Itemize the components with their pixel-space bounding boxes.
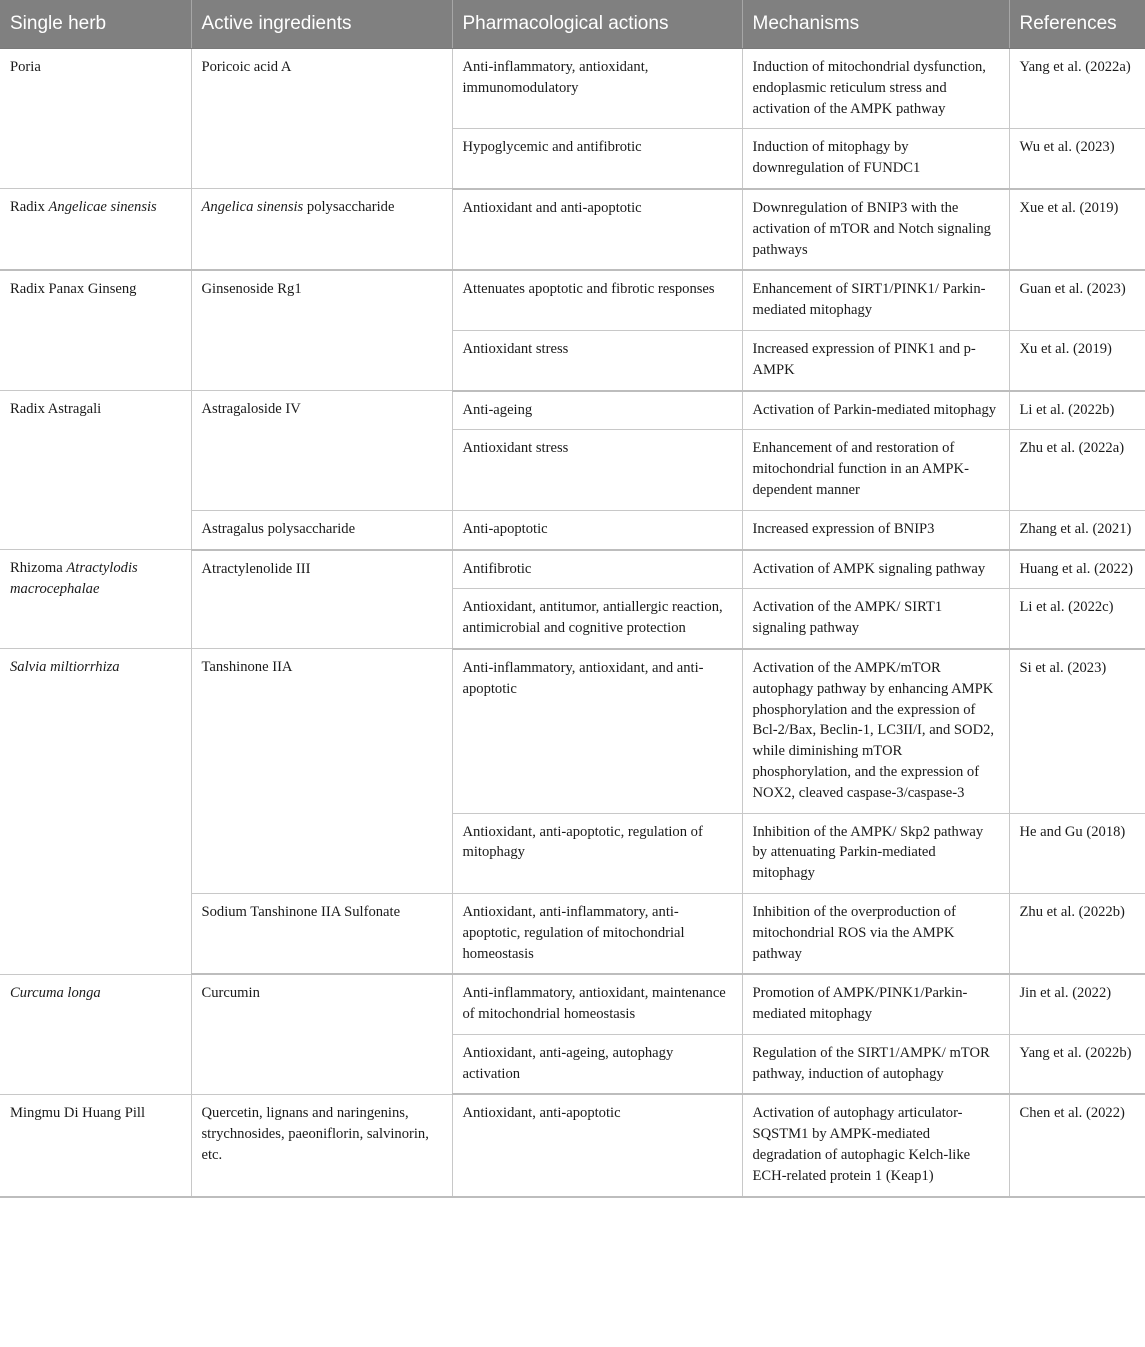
herb-cell: Mingmu Di Huang Pill bbox=[0, 1094, 191, 1196]
herb-cell bbox=[0, 974, 191, 1094]
header-references: References bbox=[1009, 0, 1145, 49]
ingredient-cell: Astragalus polysaccharide bbox=[191, 510, 452, 549]
action-cell: Anti-inflammatory, antioxidant, immunomodulatory bbox=[452, 49, 742, 129]
reference-cell: Wu et al. (2023) bbox=[1009, 129, 1145, 189]
action-cell: Attenuates apoptotic and fibrotic responses bbox=[452, 270, 742, 330]
action-cell: Antioxidant, anti-apoptotic, regulation of mitophagy bbox=[452, 813, 742, 893]
mechanism-cell: Regulation of the SIRT1/AMPK/ mTOR pathway, induction of autophagy bbox=[742, 1034, 1009, 1094]
mechanism-cell: Activation of AMPK signaling pathway bbox=[742, 550, 1009, 589]
ingredient-cell: Astragaloside IV bbox=[191, 391, 452, 511]
ingredient-cell: Curcumin bbox=[191, 974, 452, 1094]
action-cell: Anti-apoptotic bbox=[452, 510, 742, 549]
table-row bbox=[0, 974, 1145, 1034]
header-pharmacological-actions: Pharmacological actions bbox=[452, 0, 742, 49]
mechanism-cell: Increased expression of BNIP3 bbox=[742, 510, 1009, 549]
herb-cell bbox=[0, 649, 191, 974]
ingredient-cell: Atractylenolide III bbox=[191, 550, 452, 649]
header-row bbox=[0, 0, 1145, 49]
reference-cell: Jin et al. (2022) bbox=[1009, 974, 1145, 1034]
table-row bbox=[0, 1094, 1145, 1196]
mechanism-cell: Enhancement of SIRT1/PINK1/ Parkin-mediated mitophagy bbox=[742, 270, 1009, 330]
reference-cell: Chen et al. (2022) bbox=[1009, 1094, 1145, 1196]
ingredient-suffix: polysaccharide bbox=[303, 199, 395, 216]
ingredient-italic: Angelica sinensis bbox=[201, 199, 304, 216]
mechanism-cell: Inhibition of the overproduction of mitochondrial ROS via the AMPK pathway bbox=[742, 893, 1009, 974]
herb-prefix: Radix bbox=[10, 199, 49, 216]
reference-cell: He and Gu (2018) bbox=[1009, 813, 1145, 893]
table-row bbox=[0, 270, 1145, 330]
table-row bbox=[0, 649, 1145, 813]
herb-italic: Curcuma longa bbox=[10, 984, 101, 1001]
reference-cell: Huang et al. (2022) bbox=[1009, 550, 1145, 589]
action-cell: Anti-ageing bbox=[452, 391, 742, 430]
action-cell: Antioxidant, anti-inflammatory, anti-apoptotic, regulation of mitochondrial homeostasis bbox=[452, 893, 742, 974]
mechanism-cell: Downregulation of BNIP3 with the activation of mTOR and Notch signaling pathways bbox=[742, 189, 1009, 270]
action-cell: Antioxidant and anti-apoptotic bbox=[452, 189, 742, 270]
herb-italic: Atractylodis macrocephalae bbox=[10, 560, 138, 597]
header-mechanisms: Mechanisms bbox=[742, 0, 1009, 49]
reference-cell: Si et al. (2023) bbox=[1009, 649, 1145, 813]
mechanism-cell: Promotion of AMPK/PINK1/Parkin-mediated mitophagy bbox=[742, 974, 1009, 1034]
ingredient-cell: Tanshinone IIA bbox=[191, 649, 452, 893]
herb-prefix: Rhizoma bbox=[10, 560, 67, 577]
mechanism-cell: Induction of mitophagy by downregulation of FUNDC1 bbox=[742, 129, 1009, 189]
ingredient-cell: Sodium Tanshinone IIA Sulfonate bbox=[191, 893, 452, 974]
action-cell: Antioxidant stress bbox=[452, 430, 742, 510]
action-cell: Antioxidant, anti-apoptotic bbox=[452, 1094, 742, 1196]
action-cell: Antioxidant, anti-ageing, autophagy activation bbox=[452, 1034, 742, 1094]
mechanism-cell: Activation of autophagy articulator-SQSTM1 by AMPK-mediated degradation of autophagic Kelch-like ECH-related protein 1 (Keap1) bbox=[742, 1094, 1009, 1196]
reference-cell: Li et al. (2022c) bbox=[1009, 589, 1145, 649]
action-cell: Anti-inflammatory, antioxidant, maintenance of mitochondrial homeostasis bbox=[452, 974, 742, 1034]
mechanism-cell: Activation of the AMPK/ SIRT1 signaling pathway bbox=[742, 589, 1009, 649]
mechanism-cell: Activation of the AMPK/mTOR autophagy pathway by enhancing AMPK phosphorylation and the expression of Bcl-2/Bax, Beclin-1, LC3II/I, and SOD2, while diminishing mTOR phosphorylation, and the expression of NOX2, cleaved caspase-3/caspase-3 bbox=[742, 649, 1009, 813]
mechanism-cell: Inhibition of the AMPK/ Skp2 pathway by attenuating Parkin-mediated mitophagy bbox=[742, 813, 1009, 893]
table-row bbox=[0, 49, 1145, 129]
ingredient-cell: Ginsenoside Rg1 bbox=[191, 270, 452, 390]
reference-cell: Zhu et al. (2022a) bbox=[1009, 430, 1145, 510]
ingredient-cell: Poricoic acid A bbox=[191, 49, 452, 189]
reference-cell: Yang et al. (2022a) bbox=[1009, 49, 1145, 129]
reference-cell: Yang et al. (2022b) bbox=[1009, 1034, 1145, 1094]
mechanism-cell: Activation of Parkin-mediated mitophagy bbox=[742, 391, 1009, 430]
table-row bbox=[0, 550, 1145, 589]
action-cell: Anti-inflammatory, antioxidant, and anti-apoptotic bbox=[452, 649, 742, 813]
reference-cell: Zhu et al. (2022b) bbox=[1009, 893, 1145, 974]
reference-cell: Zhang et al. (2021) bbox=[1009, 510, 1145, 549]
mechanism-cell: Induction of mitochondrial dysfunction, endoplasmic reticulum stress and activation of the AMPK pathway bbox=[742, 49, 1009, 129]
herb-cell: Poria bbox=[0, 49, 191, 189]
mechanism-cell: Increased expression of PINK1 and p-AMPK bbox=[742, 330, 1009, 390]
header-active-ingredients: Active ingredients bbox=[191, 0, 452, 49]
reference-cell: Xu et al. (2019) bbox=[1009, 330, 1145, 390]
table-row bbox=[0, 391, 1145, 430]
reference-cell: Guan et al. (2023) bbox=[1009, 270, 1145, 330]
herb-italic: Salvia miltiorrhiza bbox=[10, 659, 120, 676]
ingredient-cell: Quercetin, lignans and naringenins, strychnosides, paeoniflorin, salvinorin, etc. bbox=[191, 1094, 452, 1196]
herb-cell: Radix Panax Ginseng bbox=[0, 270, 191, 390]
mechanism-cell: Enhancement of and restoration of mitochondrial function in an AMPK-dependent manner bbox=[742, 430, 1009, 510]
header-single-herb: Single herb bbox=[0, 0, 191, 49]
herb-cell bbox=[0, 189, 191, 270]
ingredient-cell bbox=[191, 189, 452, 270]
action-cell: Antioxidant stress bbox=[452, 330, 742, 390]
herb-italic: Angelicae sinensis bbox=[48, 199, 157, 216]
reference-cell: Li et al. (2022b) bbox=[1009, 391, 1145, 430]
reference-cell: Xue et al. (2019) bbox=[1009, 189, 1145, 270]
herb-cell bbox=[0, 550, 191, 649]
table-row bbox=[0, 189, 1145, 270]
herb-cell: Radix Astragali bbox=[0, 391, 191, 550]
action-cell: Hypoglycemic and antifibrotic bbox=[452, 129, 742, 189]
action-cell: Antifibrotic bbox=[452, 550, 742, 589]
action-cell: Antioxidant, antitumor, antiallergic reaction, antimicrobial and cognitive protection bbox=[452, 589, 742, 649]
